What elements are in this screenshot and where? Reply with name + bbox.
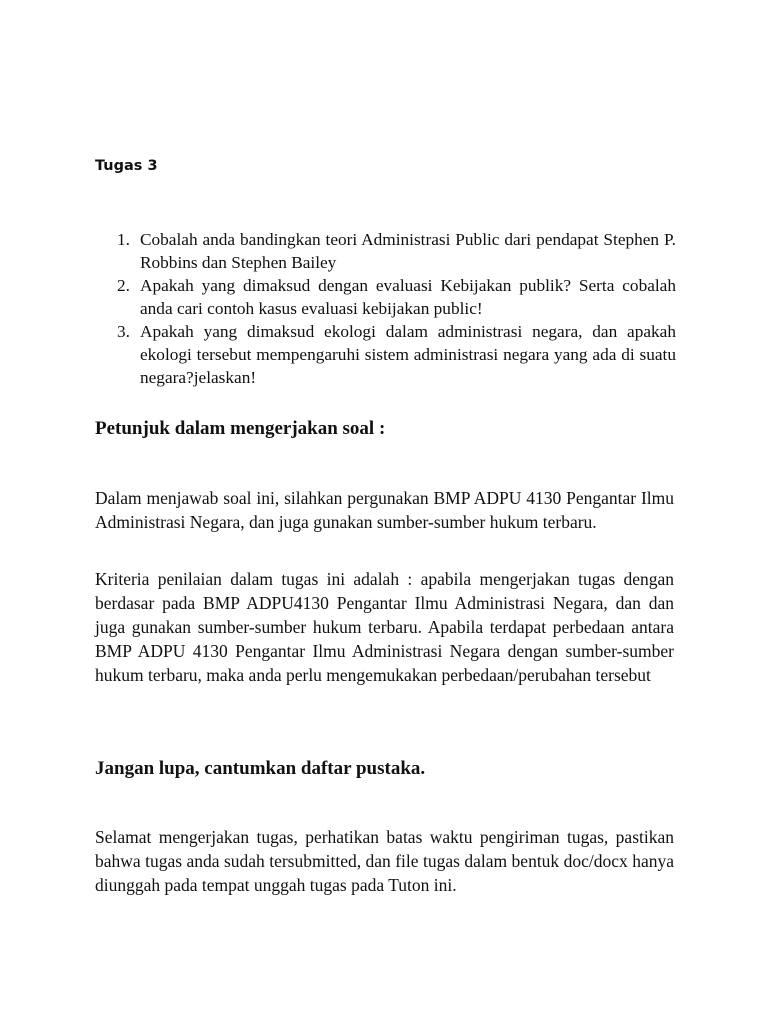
question-number: 3. <box>117 322 130 341</box>
question-list <box>0 228 676 389</box>
question-item <box>0 274 676 320</box>
question-text: Apakah yang dimaksud ekologi dalam administrasi negara, dan apakah ekologi tersebut mempengaruhi sistem administrasi negara yang ada di suatu negara?jelaskan! <box>140 322 676 387</box>
question-item <box>0 228 676 274</box>
question-text: Cobalah anda bandingkan teori Administrasi Public dari pendapat Stephen P. Robbins dan Stephen Bailey <box>140 230 676 272</box>
instructions-heading: Petunjuk dalam mengerjakan soal : <box>95 418 386 439</box>
question-number: 2. <box>117 276 130 295</box>
question-number: 1. <box>117 230 130 249</box>
question-text: Apakah yang dimaksud dengan evaluasi Kebijakan publik? Serta cobalah anda cari contoh kasus evaluasi kebijakan public! <box>140 276 676 318</box>
question-item <box>0 320 676 389</box>
document-title: Tugas 3 <box>95 158 158 174</box>
closing-paragraph: Selamat mengerjakan tugas, perhatikan batas waktu pengiriman tugas, pastikan bahwa tugas anda sudah tersubmitted, dan file tugas dalam bentuk doc/docx hanya diunggah pada tempat unggah tugas pada Tuton ini. <box>95 827 674 895</box>
grading-criteria-paragraph: Kriteria penilaian dalam tugas ini adalah : apabila mengerjakan tugas dengan berdasar pada BMP ADPU4130 Pengantar Ilmu Administrasi Negara, dan dan juga gunakan sumber-sumber hukum terbaru. Apabila terdapat perbedaan antara BMP ADPU 4130 Pengantar Ilmu Administrasi Negara dengan sumber-sumber hukum terbaru, maka anda perlu mengemukakan perbedaan/perubahan tersebut <box>95 569 674 685</box>
instructions-paragraph: Dalam menjawab soal ini, silahkan pergunakan BMP ADPU 4130 Pengantar Ilmu Administrasi Negara, dan juga gunakan sumber-sumber hukum terbaru. <box>95 488 674 532</box>
reminder-heading: Jangan lupa, cantumkan daftar pustaka. <box>95 758 426 779</box>
